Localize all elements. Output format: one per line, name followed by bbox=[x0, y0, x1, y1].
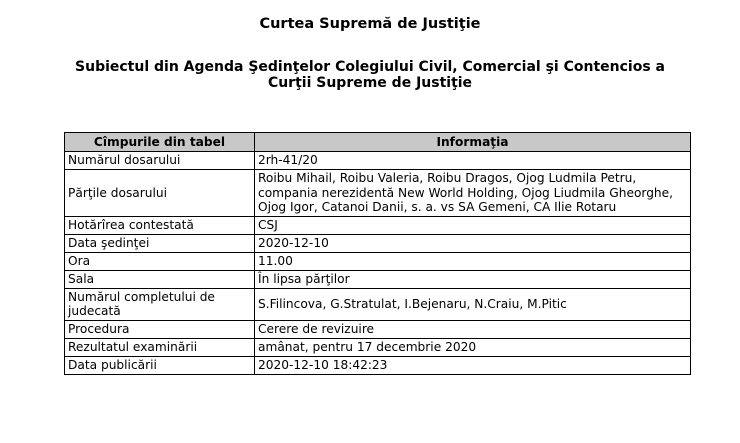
row-value-hearing-date: 2020-12-10 bbox=[255, 234, 691, 252]
table-row bbox=[65, 270, 691, 288]
row-label-hearing-date: Data şedinţei bbox=[65, 234, 255, 252]
table-row bbox=[65, 288, 691, 320]
table-header-row bbox=[65, 133, 691, 152]
row-label-time: Ora bbox=[65, 252, 255, 270]
row-value-panel-number: S.Filincova, G.Stratulat, I.Bejenaru, N.Craiu, M.Pitic bbox=[255, 288, 691, 320]
row-value-room: În lipsa părţilor bbox=[255, 270, 691, 288]
table-row bbox=[65, 356, 691, 374]
row-label-parties: Părţile dosarului bbox=[65, 170, 255, 217]
table-row bbox=[65, 320, 691, 338]
table-row bbox=[65, 216, 691, 234]
column-header-fields: Cîmpurile din tabel bbox=[65, 133, 255, 152]
table-row bbox=[65, 170, 691, 217]
agenda-subject-title: Subiectul din Agenda Şedinţelor Colegiului Civil, Comercial şi Contencios a Curţii Supreme de Justiţie bbox=[75, 59, 665, 91]
court-title: Curtea Supremă de Justiţie bbox=[259, 16, 481, 32]
row-value-parties: Roibu Mihail, Roibu Valeria, Roibu Dragos, Ojog Ludmila Petru, compania nerezidentă New World Holding, Ojog Liudmila Gheorghe, Ojog Igor, Catanoi Danii, s. a. vs SA Gemeni, CA Ilie Rotaru bbox=[255, 170, 691, 217]
row-label-publication-date: Data publicării bbox=[65, 356, 255, 374]
row-value-contested-decision: CSJ bbox=[255, 216, 691, 234]
row-value-examination-result: amânat, pentru 17 decembrie 2020 bbox=[255, 338, 691, 356]
table-row bbox=[65, 152, 691, 170]
row-label-procedure: Procedura bbox=[65, 320, 255, 338]
row-label-examination-result: Rezultatul examinării bbox=[65, 338, 255, 356]
row-label-case-number: Numărul dosarului bbox=[65, 152, 255, 170]
table-row bbox=[65, 234, 691, 252]
table-row bbox=[65, 338, 691, 356]
row-value-procedure: Cerere de revizuire bbox=[255, 320, 691, 338]
row-value-time: 11.00 bbox=[255, 252, 691, 270]
row-label-room: Sala bbox=[65, 270, 255, 288]
column-header-information: Informaţia bbox=[255, 133, 691, 152]
case-info-table bbox=[64, 132, 691, 375]
table-row bbox=[65, 252, 691, 270]
row-label-panel-number: Numărul completului de judecată bbox=[65, 288, 255, 320]
row-label-contested-decision: Hotărîrea contestată bbox=[65, 216, 255, 234]
row-value-publication-date: 2020-12-10 18:42:23 bbox=[255, 356, 691, 374]
row-value-case-number: 2rh-41/20 bbox=[255, 152, 691, 170]
